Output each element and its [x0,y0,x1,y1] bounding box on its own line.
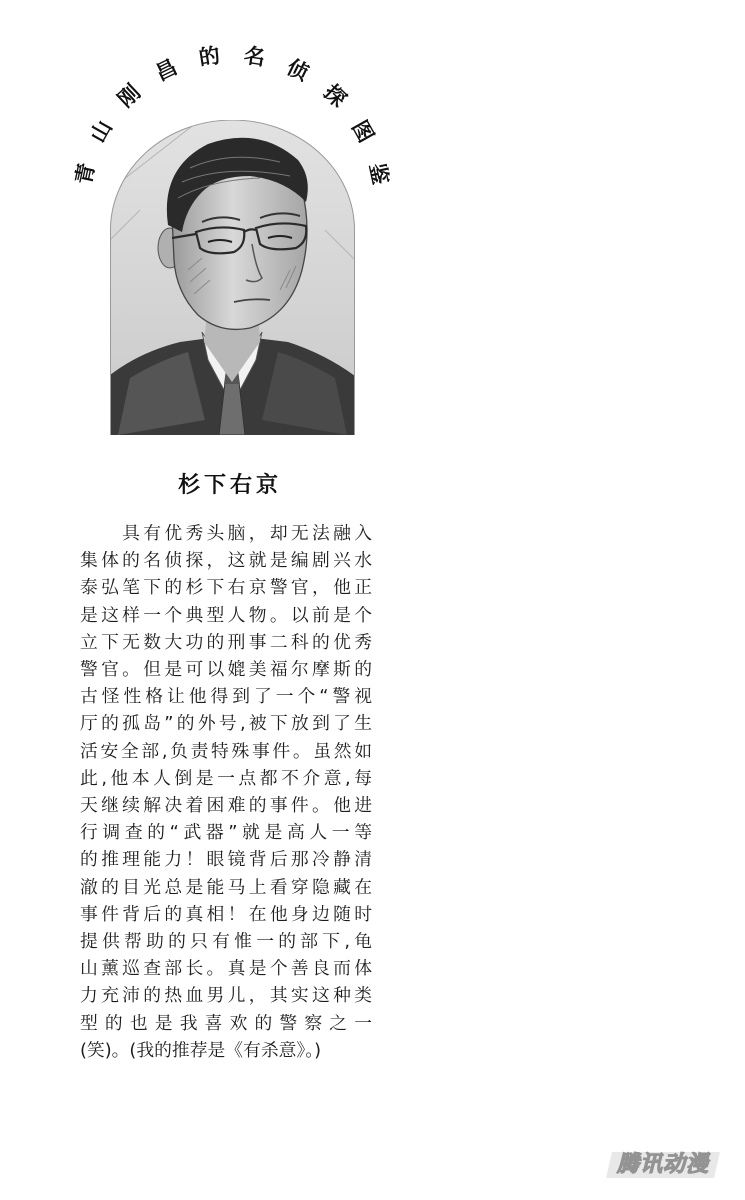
article-line: 集体的名侦探，这就是编剧兴水 [80,550,372,572]
article-line: 警官。但是可以媲美福尔摩斯的 [80,659,372,681]
article-line: 山薰巡查部长。真是个善良而体 [80,958,372,980]
series-title-char: 的 [197,43,222,71]
series-title-char: 青 [71,161,100,187]
series-title-char: 山 [85,116,117,147]
series-title-char: 刚 [113,79,145,112]
series-title-char: 图 [347,116,379,147]
series-title-char: 鉴 [364,161,393,187]
article-line: 此,他本人倒是一点都不介意,每 [80,767,372,789]
article-line: 的推理能力！眼镜背后那冷静清 [80,849,372,871]
series-title-char: 探 [319,79,351,112]
article-body [80,520,372,1064]
detective-name-heading: 杉下右京 [177,472,282,498]
article-line: 古怪性格让他得到了一个“警视 [80,686,372,708]
article-line: 力充沛的热血男儿，其实这种类 [80,985,372,1007]
watermark-text: 腾讯动漫 [616,1152,709,1177]
portrait-glasses-man-icon [110,120,355,435]
article-line: 立下无数大功的刑事二科的优秀 [80,631,372,653]
article-line: 天继续解决着困难的事件。他进 [80,795,372,817]
article-line: (笑)。(我的推荐是《有杀意》。) [80,1039,322,1061]
article-line: 行调查的“武器”就是高人一等 [80,822,372,844]
article-line: 活安全部,负责特殊事件。虽然如 [80,740,372,762]
series-title-char: 名 [242,43,267,71]
article-line: 是这样一个典型人物。以前是个 [80,604,372,626]
series-title-char: 昌 [151,54,181,86]
tencent-comics-watermark [604,1148,722,1182]
article-line: 泰弘笔下的杉下右京警官，他正 [80,577,372,599]
detective-portrait [110,120,355,435]
article-line: 厅的孤岛”的外号,被下放到了生 [80,713,372,735]
article-line: 具有优秀头脑，却无法融入 [80,523,372,544]
series-title-char: 侦 [283,54,313,86]
article-line: 澈的目光总是能马上看穿隐藏在 [80,876,372,898]
article-line: 提供帮助的只有惟一的部下,龟 [80,931,372,953]
article-line: 型的也是我喜欢的警察之一 [80,1012,372,1034]
article-line: 事件背后的真相！在他身边随时 [80,903,372,925]
